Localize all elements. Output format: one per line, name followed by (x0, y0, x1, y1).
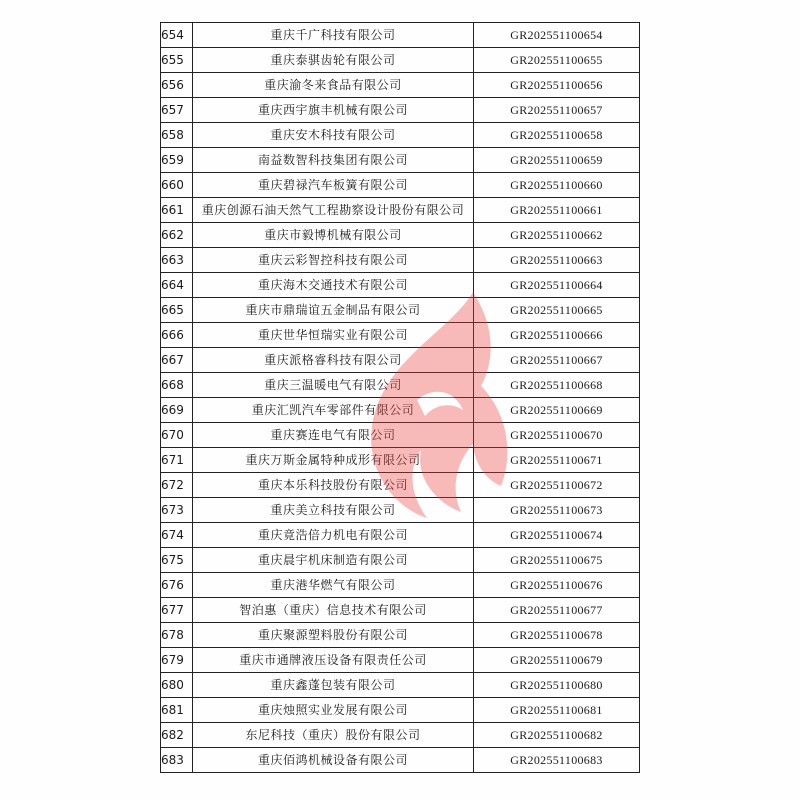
table-row (161, 23, 640, 48)
certificate-number: GR202551100678 (474, 623, 640, 648)
certificate-number: GR202551100676 (474, 573, 640, 598)
company-name: 重庆渝冬来食品有限公司 (193, 73, 474, 98)
table-row (161, 623, 640, 648)
table-row (161, 348, 640, 373)
company-name: 重庆创源石油天然气工程勘察设计股份有限公司 (193, 198, 474, 223)
table-body (161, 23, 640, 773)
table-row (161, 323, 640, 348)
certificate-number: GR202551100660 (474, 173, 640, 198)
company-name: 重庆本乐科技股份有限公司 (193, 473, 474, 498)
company-name: 重庆美立科技有限公司 (193, 498, 474, 523)
certificate-number: GR202551100665 (474, 298, 640, 323)
table-row (161, 473, 640, 498)
certificate-number: GR202551100683 (474, 748, 640, 773)
row-number: 675 (161, 548, 193, 573)
row-number: 681 (161, 698, 193, 723)
table-row (161, 48, 640, 73)
table-row (161, 523, 640, 548)
certificate-number: GR202551100654 (474, 23, 640, 48)
row-number: 657 (161, 98, 193, 123)
table-row (161, 248, 640, 273)
row-number: 665 (161, 298, 193, 323)
row-number: 659 (161, 148, 193, 173)
row-number: 669 (161, 398, 193, 423)
company-name: 重庆市鼎瑞谊五金制品有限公司 (193, 298, 474, 323)
row-number: 679 (161, 648, 193, 673)
company-name: 南益数智科技集团有限公司 (193, 148, 474, 173)
table-row (161, 123, 640, 148)
certificate-number: GR202551100669 (474, 398, 640, 423)
certificate-number: GR202551100659 (474, 148, 640, 173)
company-name: 重庆市毅博机械有限公司 (193, 223, 474, 248)
row-number: 660 (161, 173, 193, 198)
company-name: 重庆世华恒瑞实业有限公司 (193, 323, 474, 348)
row-number: 677 (161, 598, 193, 623)
company-name: 重庆万斯金属特种成形有限公司 (193, 448, 474, 473)
table-row (161, 73, 640, 98)
table-row (161, 148, 640, 173)
row-number: 655 (161, 48, 193, 73)
certificate-number: GR202551100671 (474, 448, 640, 473)
row-number: 680 (161, 673, 193, 698)
certificate-number: GR202551100679 (474, 648, 640, 673)
certificate-number: GR202551100680 (474, 673, 640, 698)
company-table (160, 22, 640, 773)
certificate-number: GR202551100657 (474, 98, 640, 123)
table-row (161, 448, 640, 473)
certificate-number: GR202551100656 (474, 73, 640, 98)
table-row (161, 223, 640, 248)
company-name: 重庆西宇旗丰机械有限公司 (193, 98, 474, 123)
company-name: 重庆烛照实业发展有限公司 (193, 698, 474, 723)
company-name: 重庆千广科技有限公司 (193, 23, 474, 48)
table-row (161, 598, 640, 623)
company-name: 重庆海木交通技术有限公司 (193, 273, 474, 298)
certificate-number: GR202551100674 (474, 523, 640, 548)
table-row (161, 423, 640, 448)
table-row (161, 98, 640, 123)
table-row (161, 273, 640, 298)
row-number: 683 (161, 748, 193, 773)
certificate-number: GR202551100663 (474, 248, 640, 273)
company-name: 重庆聚源塑料股份有限公司 (193, 623, 474, 648)
company-name: 智泊惠（重庆）信息技术有限公司 (193, 598, 474, 623)
certificate-number: GR202551100673 (474, 498, 640, 523)
row-number: 666 (161, 323, 193, 348)
row-number: 654 (161, 23, 193, 48)
table-row (161, 548, 640, 573)
certificate-number: GR202551100658 (474, 123, 640, 148)
table-row (161, 398, 640, 423)
certificate-number: GR202551100668 (474, 373, 640, 398)
table-row (161, 748, 640, 773)
table-row (161, 373, 640, 398)
row-number: 667 (161, 348, 193, 373)
company-name: 重庆竟浩倍力机电有限公司 (193, 523, 474, 548)
row-number: 672 (161, 473, 193, 498)
row-number: 682 (161, 723, 193, 748)
row-number: 676 (161, 573, 193, 598)
certificate-number: GR202551100682 (474, 723, 640, 748)
company-name: 重庆佰鸿机械设备有限公司 (193, 748, 474, 773)
company-name: 重庆碧禄汽车板簧有限公司 (193, 173, 474, 198)
row-number: 671 (161, 448, 193, 473)
company-name: 重庆云彩智控科技有限公司 (193, 248, 474, 273)
certificate-number: GR202551100666 (474, 323, 640, 348)
row-number: 664 (161, 273, 193, 298)
certificate-number: GR202551100670 (474, 423, 640, 448)
table-row (161, 498, 640, 523)
table-row (161, 198, 640, 223)
company-name: 重庆安木科技有限公司 (193, 123, 474, 148)
certificate-number: GR202551100677 (474, 598, 640, 623)
company-name: 重庆汇凯汽车零部件有限公司 (193, 398, 474, 423)
row-number: 670 (161, 423, 193, 448)
company-name: 东尼科技（重庆）股份有限公司 (193, 723, 474, 748)
table-row (161, 173, 640, 198)
certificate-number: GR202551100675 (474, 548, 640, 573)
company-name: 重庆赛连电气有限公司 (193, 423, 474, 448)
row-number: 678 (161, 623, 193, 648)
company-name: 重庆市通牌液压设备有限责任公司 (193, 648, 474, 673)
certificate-number: GR202551100662 (474, 223, 640, 248)
row-number: 661 (161, 198, 193, 223)
table-row (161, 298, 640, 323)
row-number: 656 (161, 73, 193, 98)
table-row (161, 648, 640, 673)
certificate-number: GR202551100681 (474, 698, 640, 723)
row-number: 663 (161, 248, 193, 273)
company-name: 重庆泰骐齿轮有限公司 (193, 48, 474, 73)
row-number: 662 (161, 223, 193, 248)
row-number: 668 (161, 373, 193, 398)
table-row (161, 723, 640, 748)
table-row (161, 573, 640, 598)
row-number: 673 (161, 498, 193, 523)
row-number: 674 (161, 523, 193, 548)
certificate-number: GR202551100661 (474, 198, 640, 223)
company-name: 重庆三温暖电气有限公司 (193, 373, 474, 398)
company-name: 重庆鑫蓬包装有限公司 (193, 673, 474, 698)
company-name: 重庆晨宇机床制造有限公司 (193, 548, 474, 573)
certificate-number: GR202551100664 (474, 273, 640, 298)
company-name: 重庆港华燃气有限公司 (193, 573, 474, 598)
certificate-number: GR202551100655 (474, 48, 640, 73)
certificate-number: GR202551100667 (474, 348, 640, 373)
row-number: 658 (161, 123, 193, 148)
table-row (161, 673, 640, 698)
table-row (161, 698, 640, 723)
company-name: 重庆派格睿科技有限公司 (193, 348, 474, 373)
certificate-number: GR202551100672 (474, 473, 640, 498)
